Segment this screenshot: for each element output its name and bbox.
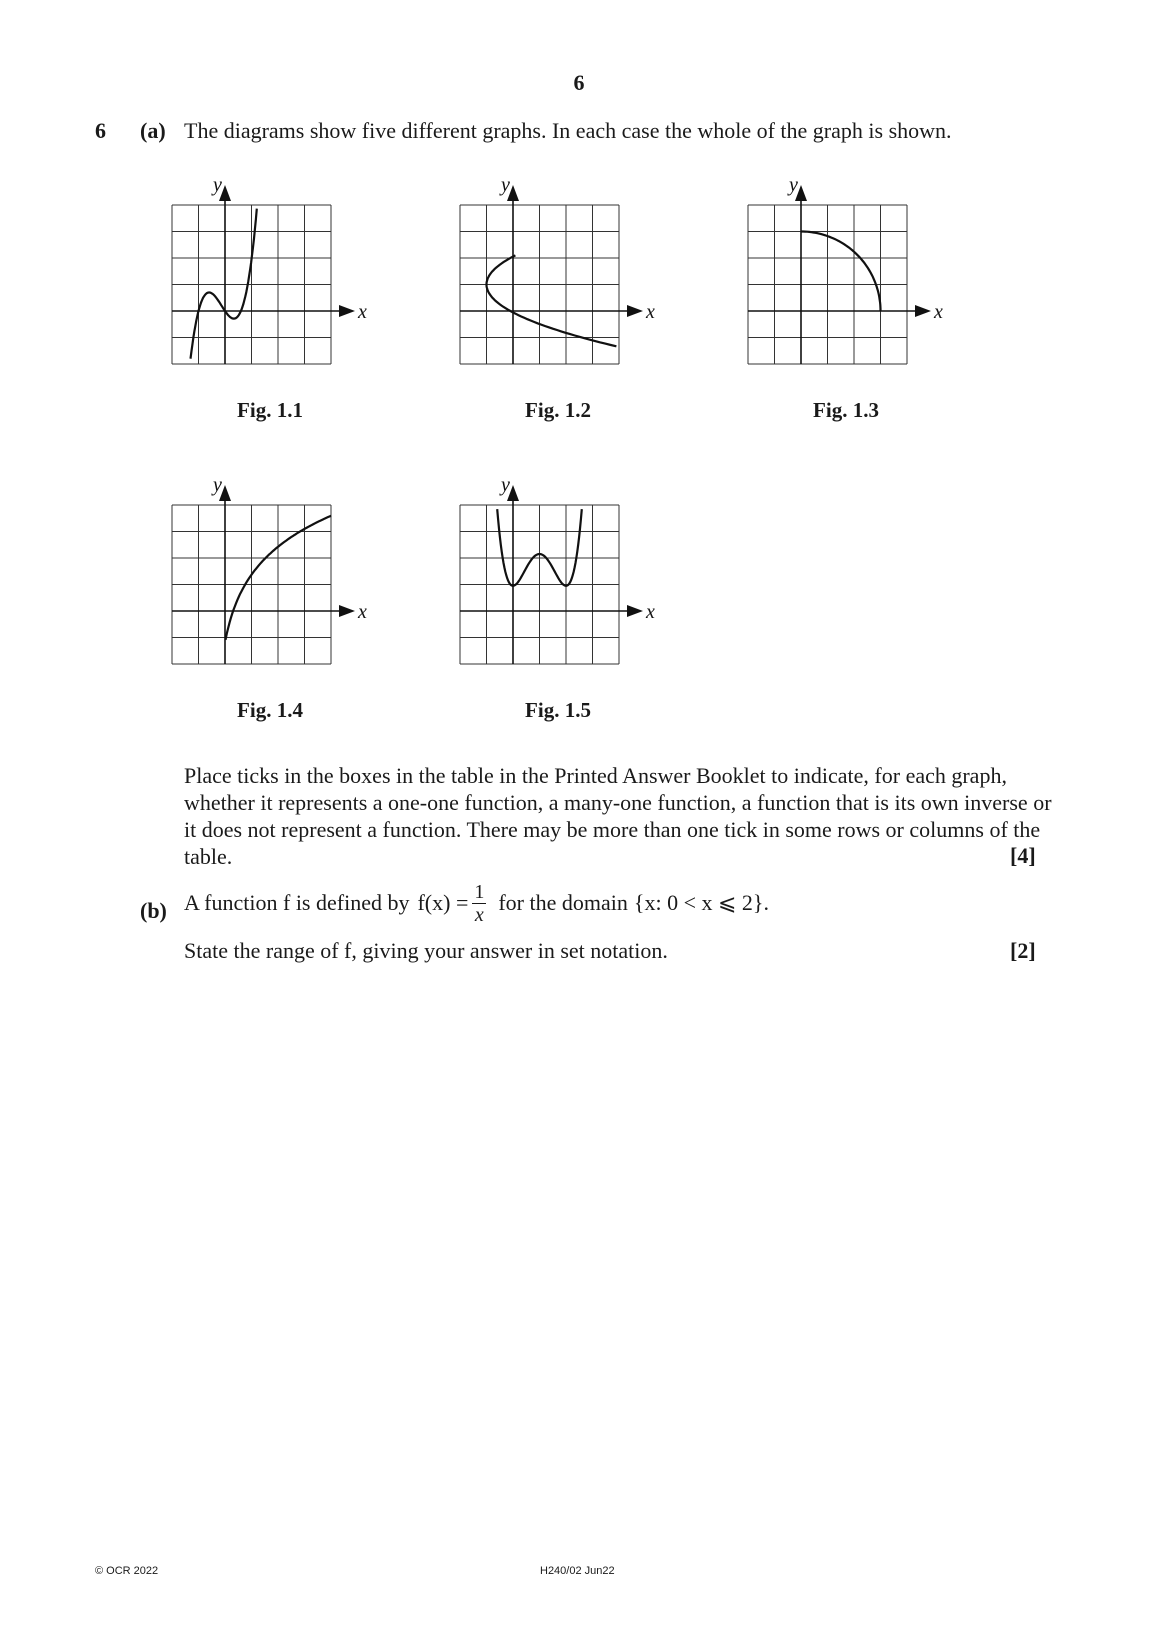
x-axis-label: x [358, 301, 367, 323]
figure-1-1 [172, 174, 372, 422]
part-b-text-start: A function f is defined by [184, 890, 410, 915]
x-arrow-head [915, 305, 931, 317]
question-number: 6 [95, 118, 106, 143]
part-b-definition [184, 878, 769, 928]
grid [748, 205, 907, 364]
graph-1-4 [172, 474, 372, 690]
figure-caption: Fig. 1.1 [237, 398, 303, 422]
part-b-label: (b) [140, 898, 167, 923]
figure-caption: Fig. 1.5 [525, 698, 591, 722]
figure-caption: Fig. 1.4 [237, 698, 303, 722]
footer-code: H240/02 Jun22 [540, 1565, 615, 1577]
graph-1-1 [172, 174, 372, 390]
grid [460, 505, 619, 664]
part-b-instruction: State the range of f, giving your answer in set notation. [184, 938, 668, 963]
part-a-label: (a) [140, 118, 166, 143]
part-a-instruction: Place ticks in the boxes in the table in the Printed Answer Booklet to indicate, for each graph, whether it represents a one-one function, a many-one function, a function that is its own inverse or it does not represent a function. There may be more than one tick in some rows or columns of the table. [184, 763, 1052, 869]
graph-1-3 [748, 174, 948, 390]
fraction-numerator: 1 [474, 880, 485, 903]
part-a-marks: [4] [1010, 843, 1036, 868]
graph-1-5 [460, 474, 660, 690]
curve-1-3 [801, 232, 881, 312]
part-a-intro: The diagrams show five different graphs. In each case the whole of the graph is shown. [184, 118, 952, 143]
figure-1-3 [748, 174, 948, 422]
y-axis-label: y [213, 174, 222, 196]
x-arrow-head [339, 305, 355, 317]
x-arrow-head [627, 305, 643, 317]
domain-set: {x: 0 < x ⩽ 2}. [633, 890, 769, 915]
figure-caption: Fig. 1.3 [813, 398, 879, 422]
part-b-text-mid: for the domain [498, 890, 628, 915]
part-b-marks: [2] [1010, 938, 1036, 963]
grid [172, 205, 331, 364]
figure-1-5 [460, 474, 660, 722]
fraction [472, 881, 486, 926]
x-axis-label: x [934, 301, 943, 323]
x-arrow-head [339, 605, 355, 617]
y-axis-label: y [789, 174, 798, 196]
fraction-denominator: x [474, 903, 484, 926]
x-axis-label: x [358, 601, 367, 623]
figure-caption: Fig. 1.2 [525, 398, 591, 422]
x-axis-label: x [646, 601, 655, 623]
y-axis-label: y [501, 174, 510, 196]
curve-1-2 [487, 255, 617, 346]
footer-copyright: © OCR 2022 [95, 1565, 159, 1577]
y-axis-label: y [213, 474, 222, 496]
function-notation: f(x) = [417, 890, 469, 915]
graph-1-2 [460, 174, 660, 390]
x-arrow-head [627, 605, 643, 617]
page-number: 6 [573, 70, 585, 95]
y-axis-label: y [501, 474, 510, 496]
figure-1-4 [172, 474, 372, 722]
x-axis-label: x [646, 301, 655, 323]
figure-1-2 [460, 174, 660, 422]
grid [172, 505, 331, 664]
